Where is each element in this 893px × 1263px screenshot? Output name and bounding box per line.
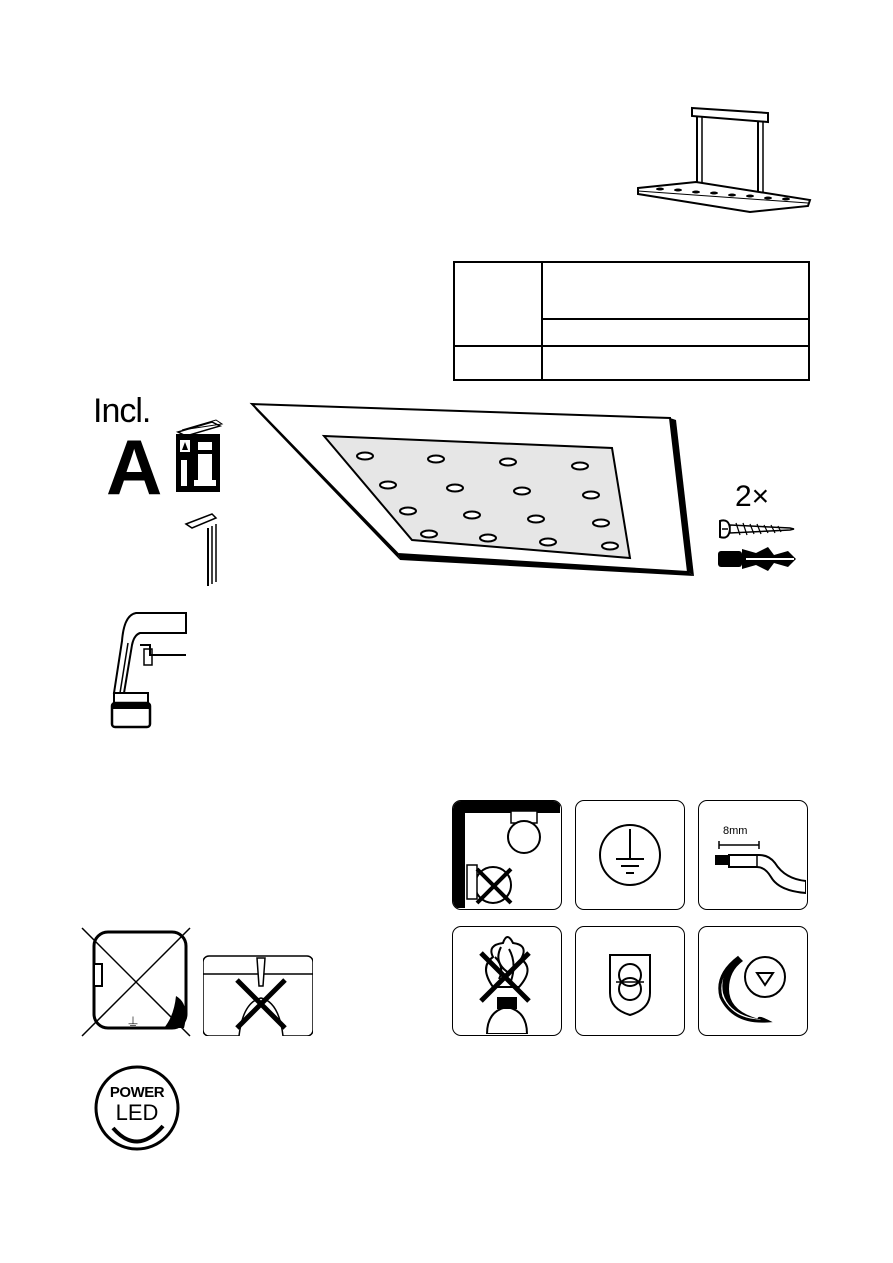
included-label: Incl. <box>93 392 151 430</box>
power-led-line2: LED <box>115 1100 159 1125</box>
svg-text:⏚: ⏚ <box>126 1015 140 1031</box>
energy-class-letter: A <box>106 423 163 511</box>
wall-plug-icon <box>716 545 800 573</box>
no-dimmer-icon <box>452 926 562 1036</box>
no-bathroom-use-icon <box>80 926 192 1038</box>
no-insulation-cover-icon <box>452 800 562 910</box>
connector-illustration <box>106 605 188 730</box>
safety-transformer-icon <box>575 926 685 1036</box>
table-divider <box>541 263 543 379</box>
screw-icon <box>716 518 796 540</box>
pendant-lamp-illustration <box>630 100 815 215</box>
wire-strip-length-icon <box>698 800 808 910</box>
ceiling-panel-illustration <box>248 398 698 580</box>
spec-table <box>453 261 810 381</box>
table-divider <box>455 345 808 347</box>
table-divider <box>541 318 808 320</box>
quantity-label: 2× <box>735 480 770 513</box>
flammable-surface-icon <box>698 926 808 1036</box>
wire-strip-length-label: 8mm <box>723 825 748 837</box>
no-direct-mount-icon <box>203 952 313 1036</box>
manual-booklet-icon <box>172 418 228 496</box>
power-led-badge <box>93 1064 181 1152</box>
folded-sheet-icon <box>182 512 222 590</box>
protective-earth-icon <box>575 800 685 910</box>
power-led-line1: POWER <box>109 1084 165 1101</box>
